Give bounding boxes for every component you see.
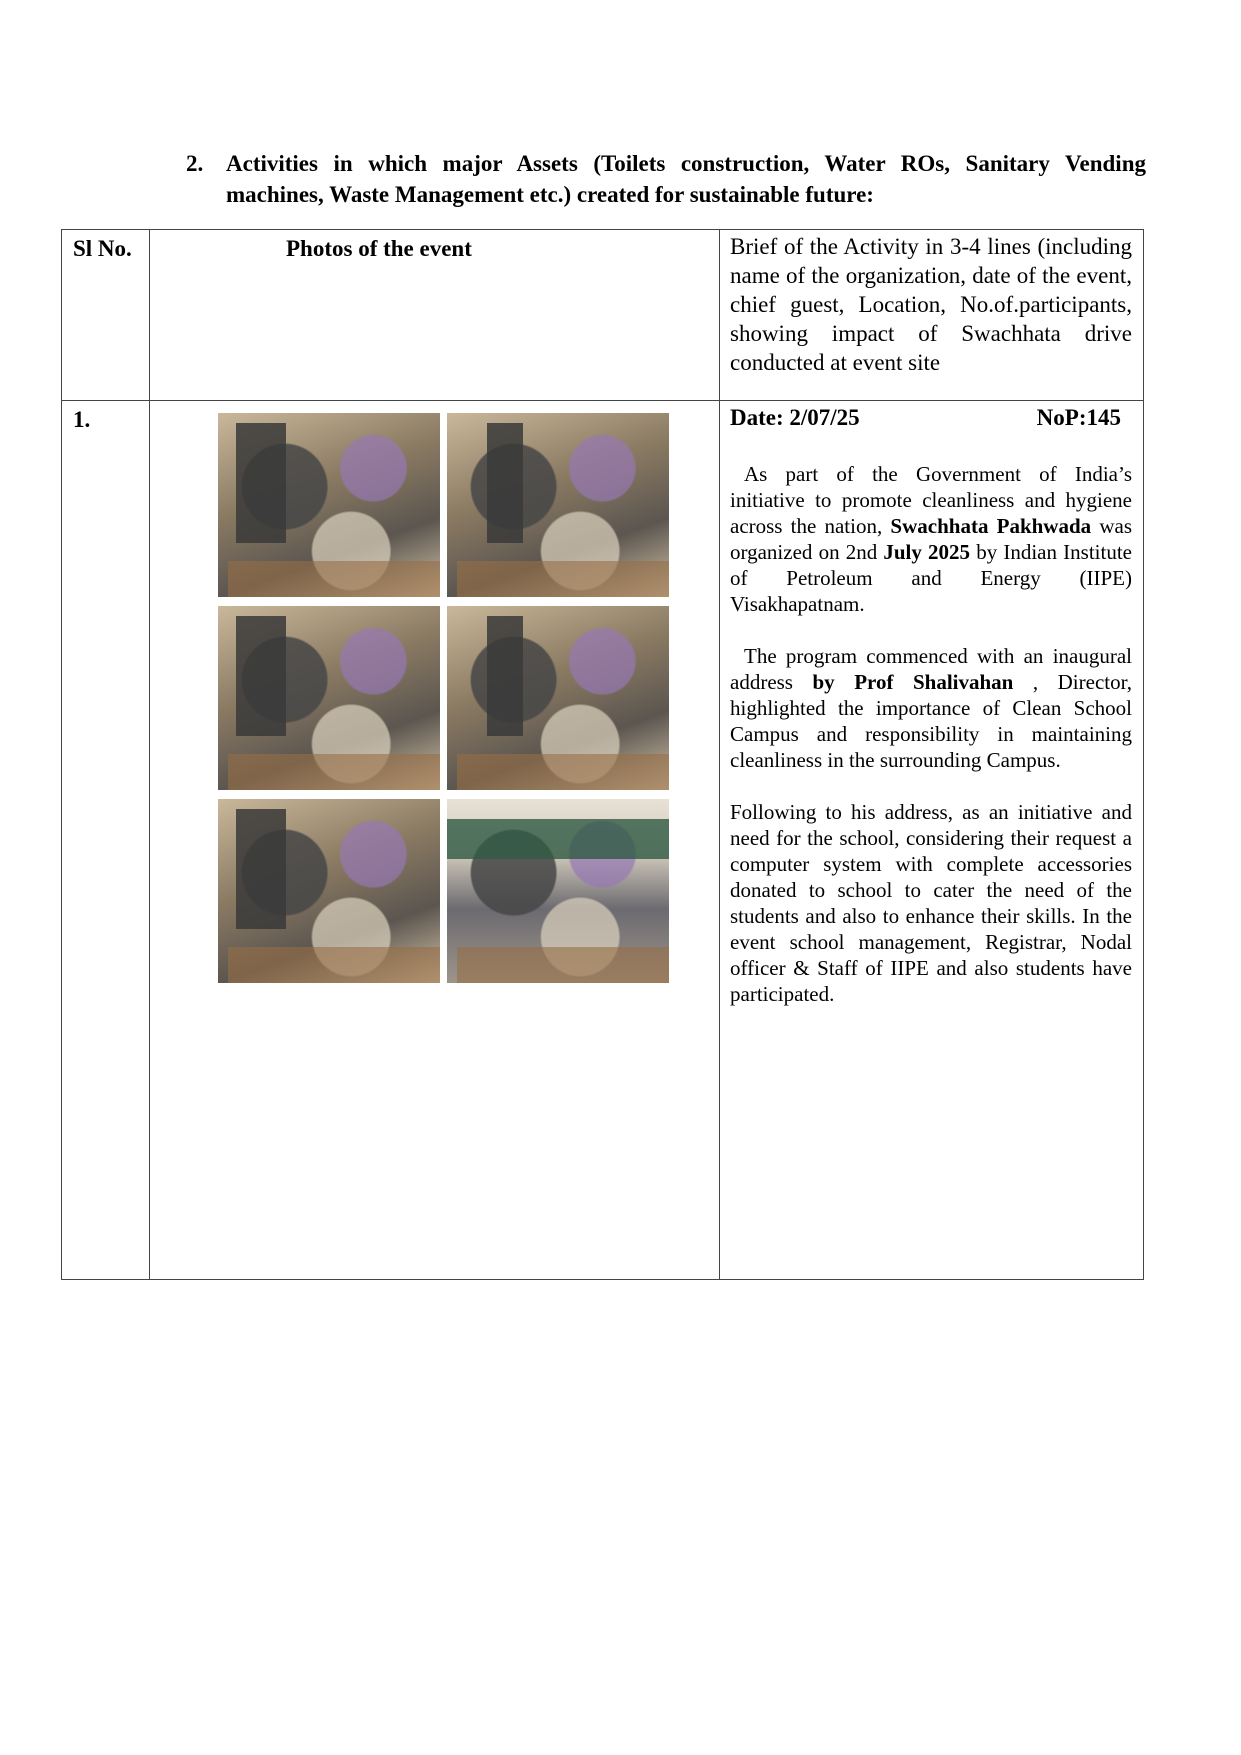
photos-cell	[150, 401, 720, 1280]
section-title: Activities in which major Assets (Toilets construction, Water ROs, Sanitary Vending machines, Waste Management etc.) created for sustainable future:	[226, 151, 1146, 207]
event-photo-3	[218, 606, 440, 790]
section-number: 2.	[186, 151, 204, 176]
row-sl-no: 1.	[62, 401, 150, 1280]
brief-paragraph-1: As part of the Government of India’s initiative to promote cleanliness and hygiene across the nation, Swachhata Pakhwada was organized on 2nd July 2025 by Indian Institute of Petroleum and Energy (IIPE) Visakhapatnam.	[730, 462, 1132, 616]
brief-cell	[720, 401, 1144, 1280]
event-photo-4	[447, 606, 669, 790]
table-row	[62, 401, 1144, 1280]
event-photo-2	[447, 413, 669, 597]
photo-collage	[210, 401, 680, 1001]
event-photo-6	[447, 799, 669, 983]
date-line	[730, 405, 1132, 435]
brief-paragraph-2: The program commenced with an inaugural address by Prof Shalivahan , Director, highlighted the importance of Clean School Campus and responsibility in maintaining cleanliness in the surrounding Campus.	[730, 644, 1133, 772]
event-date: Date: 2/07/25	[730, 405, 860, 430]
header-brief: Brief of the Activity in 3-4 lines (including name of the organization, date of the event, chief guest, Location, No.of.participants, showing impact of Swachhata drive conducted at event site	[720, 230, 1144, 401]
header-photos-label: Photos of the event	[286, 236, 472, 261]
event-photo-1	[218, 413, 440, 597]
activity-table	[61, 229, 1144, 1280]
header-photos	[150, 230, 720, 401]
brief-paragraph-3: Following to his address, as an initiative and need for the school, considering their request a computer system with complete accessories donated to school to cater the need of the students and also to enhance their skills. In the event school management, Registrar, Nodal officer & Staff of IIPE and also students have participated.	[730, 800, 1132, 1006]
participant-count: NoP:145	[1036, 405, 1121, 430]
table-header-row	[62, 230, 1144, 401]
event-photo-5	[218, 799, 440, 983]
header-sl-no: Sl No.	[62, 230, 150, 401]
